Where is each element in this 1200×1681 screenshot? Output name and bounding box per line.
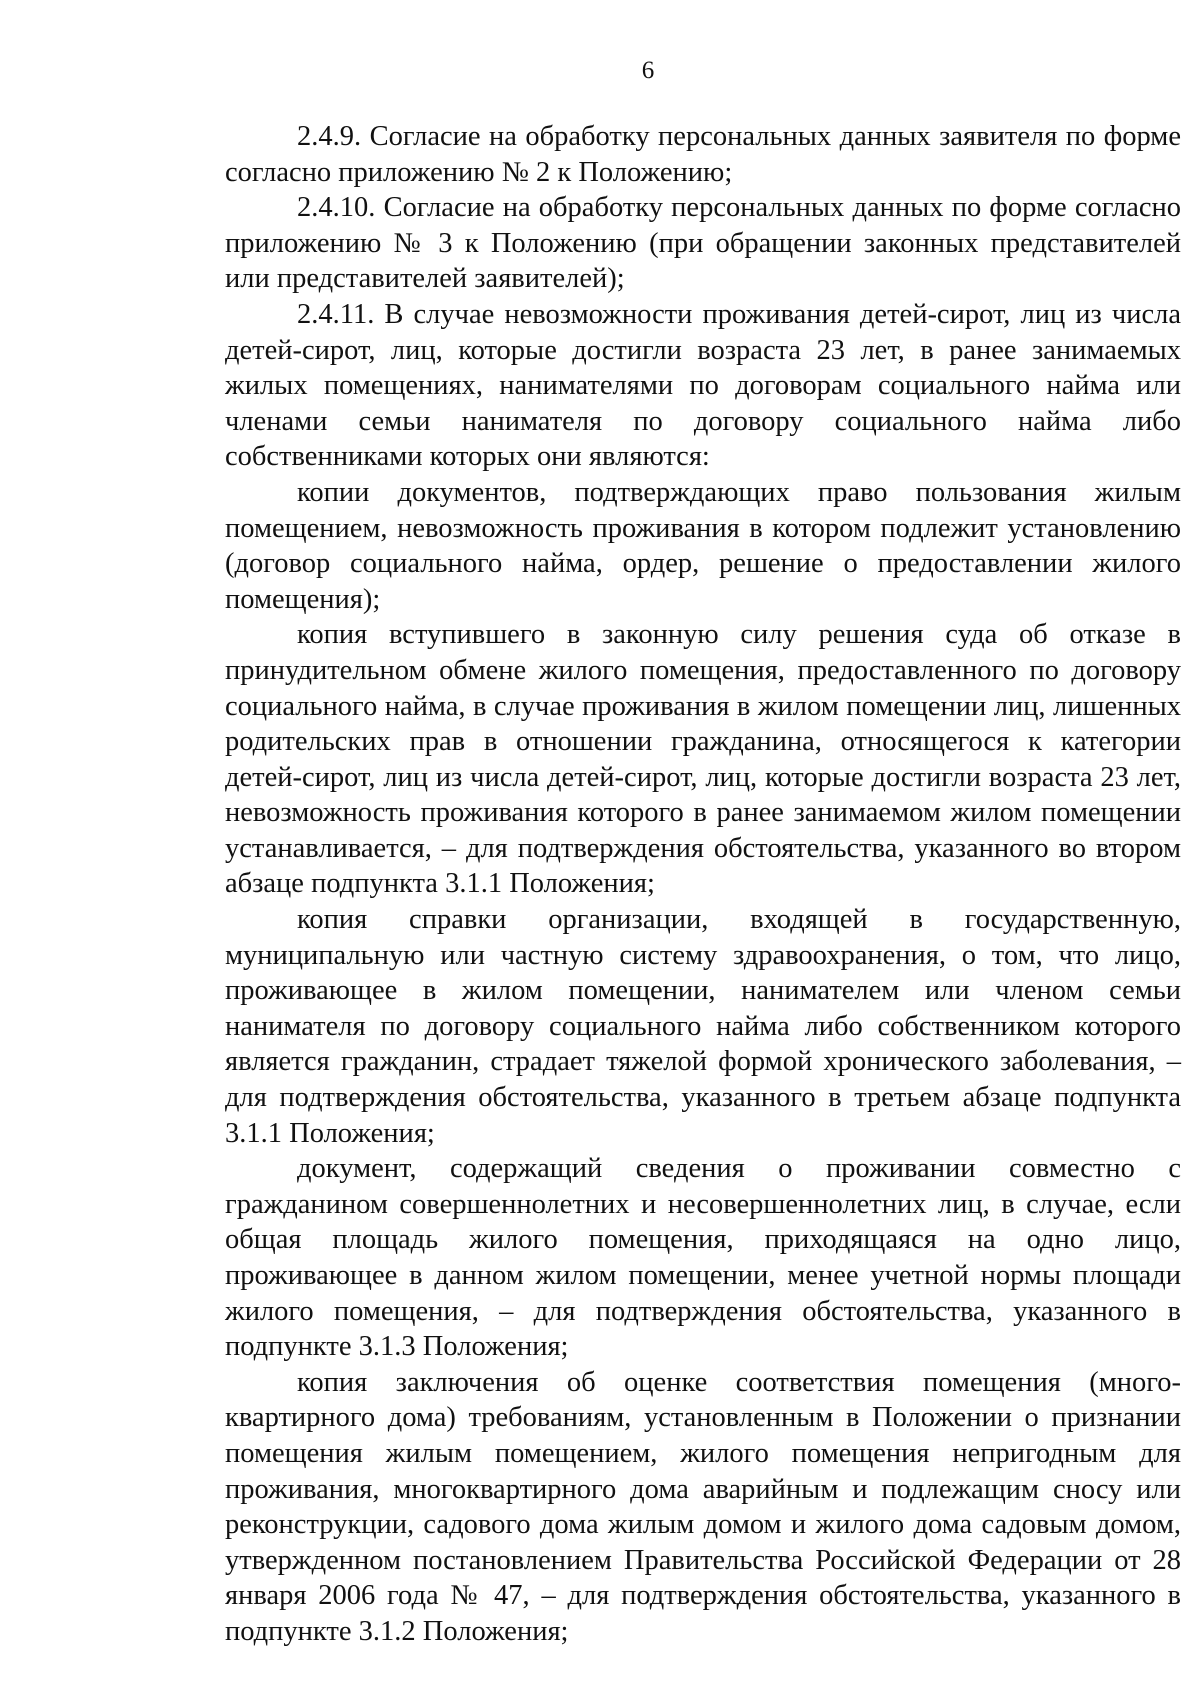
document-body xyxy=(225,119,1181,1650)
paragraph-residence-document: документ, содержащий сведения о проживании совместно с гражданином совершеннолетних и несовершеннолетних лиц, в случае, если общая площадь жилого помещения, приходящаяся на одно лицо, проживающее в данном жилом помещении, менее учетной нормы площади жилого помещения, – для подтверждения обстоятельства, указанного в подпункте 3.1.3 Положения; xyxy=(225,1153,1181,1363)
paragraph-2-4-10: 2.4.10. Согласие на обработку персональных данных по форме согласно приложению № 3 к Положению (при обращении законных представителей или представителей заявителей); xyxy=(225,192,1181,295)
paragraph-housing-documents: копии документов, подтверждающих право пользования жилым помещением, невозможность проживания в котором подлежит установлению (договор социального найма, ордер, решение о предоставлении жилого помещения); xyxy=(225,476,1181,615)
paragraph-court-decision: копия вступившего в законную силу решения суда об отказе в принудительном обмене жилого помещения, предоставленного по договору социального найма, в случае проживания в жилом помещении лиц, лишенных родительских прав в отношении гражданина, относящегося к категории детей-сирот, лиц из числа детей-сирот, лиц, которые достигли возраста 23 лет, невозможность проживания которого в ранее занимаемом жилом помещении устанавливается, – для подтверждения обстоятельства, указанного во втором абзаце подпункта 3.1.1 Положения; xyxy=(225,619,1181,900)
paragraph-assessment-conclusion: копия заключения об оценке соответствия помещения (многоквартирного дома) требованиям, установленным в Положении о признании помещения жилым помещением, жилого помещения непригодным для проживания, многоквартирного дома аварийным и подлежащим сносу или реконструкции, садового дома жилым домом и жилого дома садовым домом, утвержденном постановлением Правительства Российской Федерации от 28 января 2006 года № 47, – для подтверждения обстоятельства, указанного в подпункте 3.1.2 Положения; xyxy=(225,1366,1181,1647)
paragraph-2-4-9: 2.4.9. Согласие на обработку персональных данных заявителя по форме согласно приложению № 2 к Положению; xyxy=(225,121,1181,188)
page-number: 6 xyxy=(641,57,655,84)
paragraph-medical-certificate: копия справки организации, входящей в государственную, муниципальную или частную систему здравоохранения, о том, что лицо, проживающее в жилом помещении, нанимателем или членом семьи нанимателя по договору социального найма либо собственником которого является гражданин, страдает тяжелой формой хронического заболевания, – для подтверждения обстоятельства, указанного в третьем абзаце подпункта 3.1.1 Положения; xyxy=(225,904,1181,1149)
paragraph-2-4-11: 2.4.11. В случае невозможности проживания детей-сирот, лиц из числа детей-сирот, лиц, которые достигли возраста 23 лет, в ранее занимаемых жилых помещениях, нанимателями по договорам социального найма или членами семьи нанимателя по договору социального найма либо собственниками которых они являются: xyxy=(225,298,1181,473)
